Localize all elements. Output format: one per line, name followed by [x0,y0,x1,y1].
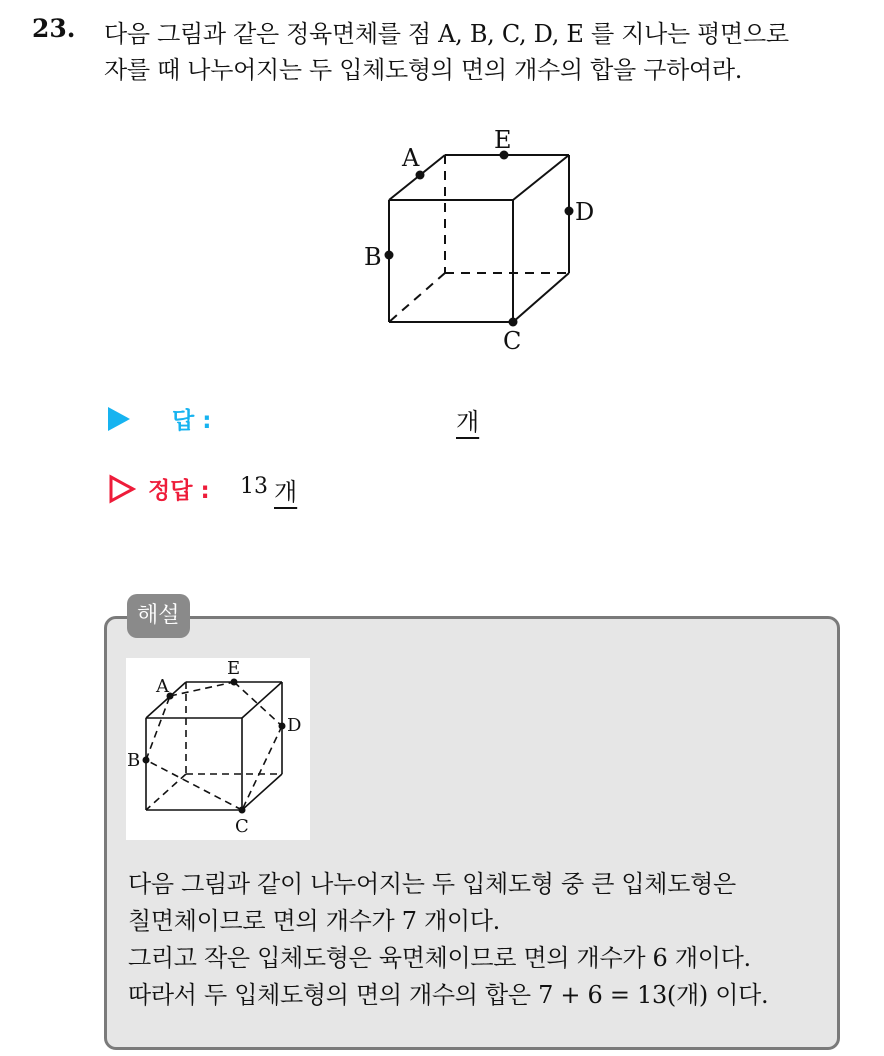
solution-line-2: 칠면체이므로 면의 개수가 7 개이다. [128,907,500,935]
answer-arrow-icon [108,407,130,431]
point-label-b: B [364,243,382,271]
cube-edge [513,273,569,322]
point-b-dot [143,757,150,764]
question-line-1: 다음 그림과 같은 정육면체를 점 A, B, C, D, E 를 지나는 평면으로 [104,20,789,48]
correct-answer-label: 정답 : [148,478,210,504]
cube-figure [340,118,610,358]
answer-unit: 개 [456,408,480,436]
solution-point-label-b: B [127,750,141,771]
cube-edge [242,774,282,810]
cut-line [242,726,282,810]
correct-answer-value: 13 [240,474,268,499]
solution-point-label-c: C [235,816,249,837]
point-e-dot [231,679,238,686]
question-text [104,16,874,88]
correct-answer-row [108,470,608,510]
solution-cube-figure [126,658,310,840]
solution-tab: 해설 [127,594,190,638]
correct-arrow-icon [108,474,136,504]
point-c-dot [239,807,246,814]
answer-label: 답 : [172,408,212,434]
solution-text [128,866,828,1014]
cut-line [146,760,242,810]
point-d-dot [565,207,574,216]
cut-line [170,682,234,696]
point-b-dot [385,251,394,260]
answer-row [108,400,608,440]
point-label-a: A [402,144,420,172]
question-number: 23. [32,14,76,43]
point-label-c: C [503,327,522,355]
point-c-dot [509,318,518,327]
solution-point-label-d: D [287,715,302,736]
hidden-edge [389,273,445,322]
point-label-d: D [575,198,595,226]
cube-edge [513,155,569,200]
solution-point-label-a: A [156,676,169,697]
point-label-e: E [494,126,512,154]
solution-line-1: 다음 그림과 같이 나누어지는 두 입체도형 중 큰 입체도형은 [128,870,736,898]
solution-line-3: 그리고 작은 입체도형은 육면체이므로 면의 개수가 6 개이다. [128,944,751,972]
cut-line [146,696,170,760]
point-d-dot [279,723,286,730]
hidden-edge [146,774,186,810]
correct-answer-unit: 개 [274,478,298,506]
solution-line-4: 따라서 두 입체도형의 면의 개수의 합은 7 + 6 = 13(개) 이다. [128,981,769,1009]
solution-point-label-e: E [227,658,241,679]
question-line-2: 자를 때 나누어지는 두 입체도형의 면의 개수의 합을 구하여라. [104,56,743,84]
cube-edge [242,682,282,718]
